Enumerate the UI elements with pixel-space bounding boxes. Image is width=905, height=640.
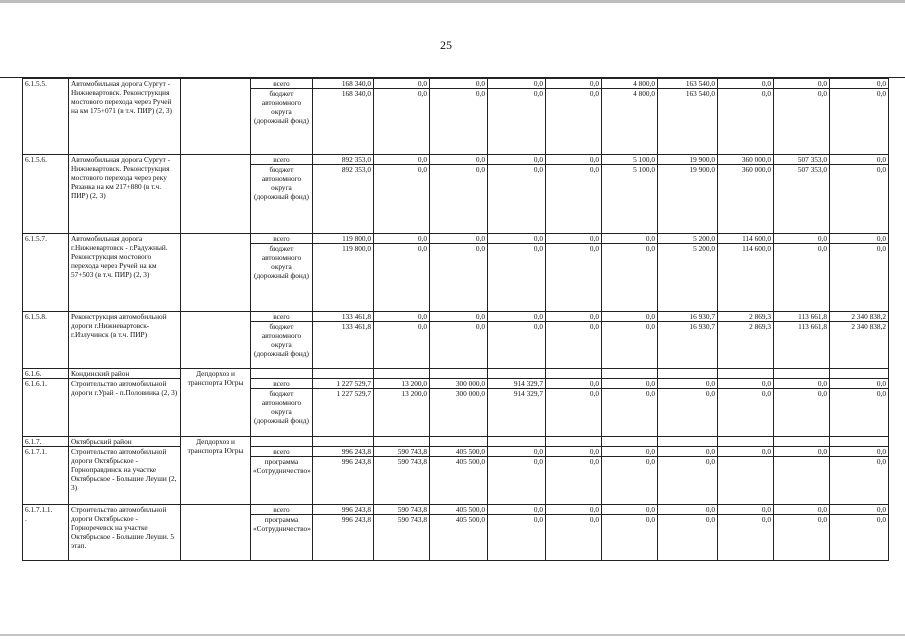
amount-value: 0,0 [774,505,829,515]
empty-cell [546,437,602,447]
amount-cell [602,155,658,234]
amount-value: 0,0 [488,312,545,322]
section-row [23,437,889,447]
amount-value: 0,0 [546,155,601,165]
amount-value: 0,0 [488,447,545,457]
amount-value: 0,0 [761,515,771,524]
amount-value: 300 000,0 [455,389,485,398]
amount-value: 0,0 [374,312,429,322]
amount-value: 0,0 [645,457,655,466]
amount-value: 0,0 [876,89,886,98]
amount-cell [658,234,718,312]
amount-value: 405 500,0 [455,457,485,466]
amount-value: 0,0 [374,79,429,89]
amount-value: 996 243,8 [341,515,371,524]
amount-value: 0,0 [774,379,829,389]
table-row [23,447,889,505]
amount-value: 0,0 [645,515,655,524]
amount-value: 0,0 [876,457,886,466]
item-name: Строительство автомобильной дороги Октябрьское - Горноречевск на участке Октябрьское - Большие Леуши. 5 этап. [69,505,181,561]
funding-source [251,79,313,155]
amount-value: 0,0 [589,389,599,398]
amount-value: 0,0 [589,89,599,98]
amount-value: 163 540,0 [658,79,717,89]
amount-value: 0,0 [602,234,657,244]
amount-cell [430,155,488,234]
amount-value: 0,0 [533,89,543,98]
section-name: Октябрьский район [69,437,181,447]
amount-value: 0,0 [546,79,601,89]
amount-value: 13 200,0 [401,389,427,398]
amount-cell [313,79,374,155]
empty-cell [430,437,488,447]
amount-value: 0,0 [417,322,427,331]
amount-cell [374,312,430,369]
amount-value: 0,0 [830,505,888,515]
amount-value: 113 661,8 [774,312,829,322]
amount-cell [830,505,889,561]
amount-cell [602,234,658,312]
amount-value: 892 353,0 [313,155,373,165]
amount-cell [374,79,430,155]
amount-value: 405 500,0 [430,505,487,515]
amount-value: 0,0 [488,505,545,515]
empty-cell [774,369,830,379]
amount-value: 590 743,8 [374,447,429,457]
amount-value: 590 743,8 [374,505,429,515]
empty-cell [718,437,774,447]
amount-cell [374,447,430,505]
amount-cell [374,234,430,312]
amount-value: 1 227 529,7 [336,389,371,398]
amount-value: 996 243,8 [341,457,371,466]
amount-value: 360 000,0 [718,155,773,165]
page-number: 25 [440,38,452,52]
amount-value: 0,0 [718,79,773,89]
amount-cell [718,505,774,561]
amount-value: 0,0 [645,244,655,253]
amount-cell [830,234,889,312]
amount-cell [374,155,430,234]
responsible-executor [181,79,251,155]
table-row [23,234,889,312]
amount-value: 19 900,0 [658,155,717,165]
amount-value: 507 353,0 [774,155,829,165]
amount-value: 405 500,0 [455,515,485,524]
amount-cell [430,447,488,505]
amount-value: 5 100,0 [602,155,657,165]
amount-value: 0,0 [488,79,545,89]
table-row [23,79,889,155]
amount-cell [774,312,830,369]
amount-value: 0,0 [602,312,657,322]
amount-cell [830,79,889,155]
amount-cell [658,505,718,561]
empty-cell [830,437,889,447]
amount-cell [488,505,546,561]
empty-cell [718,369,774,379]
table-body [23,79,889,561]
amount-cell [774,379,830,437]
amount-value: 13 200,0 [374,379,429,389]
amount-value: 0,0 [817,89,827,98]
amount-value: 300 000,0 [430,379,487,389]
amount-cell [546,505,602,561]
item-name: Реконструкция автомобильной дороги г.Нижневартовск-г.Излучинск (в т.ч. ПИР) [69,312,181,369]
amount-value: 0,0 [430,79,487,89]
responsible-executor [181,505,251,561]
table-row [23,379,889,437]
amount-value: 0,0 [876,515,886,524]
empty-cell [658,369,718,379]
amount-value: 0,0 [589,515,599,524]
amount-value: 19 900,0 [689,165,715,174]
amount-value: 0,0 [475,89,485,98]
item-code: 6.1.7.1. [23,447,69,505]
amount-value: 0,0 [374,234,429,244]
amount-cell [718,155,774,234]
amount-cell [313,312,374,369]
amount-value: 507 353,0 [797,165,827,174]
amount-value: 0,0 [658,505,717,515]
item-code: 6.1.5.8. [23,312,69,369]
amount-cell [430,379,488,437]
empty-cell [374,437,430,447]
amount-value: 0,0 [475,165,485,174]
amount-value: 0,0 [417,165,427,174]
amount-value: 0,0 [602,379,657,389]
amount-cell [313,155,374,234]
amount-cell [718,447,774,505]
empty-cell [313,369,374,379]
amount-value: 16 930,7 [658,312,717,322]
amount-value: 1 227 529,7 [313,379,373,389]
amount-value: 892 353,0 [341,165,371,174]
amount-value: 0,0 [533,515,543,524]
amount-value: 0,0 [589,322,599,331]
section-name: Кондинский район [69,369,181,379]
funding-source [251,312,313,369]
amount-value: 0,0 [705,457,715,466]
funding-source [251,155,313,234]
funding-source-label: бюджет автономного округа (дорожный фонд) [254,244,309,280]
amount-value: 163 540,0 [685,89,715,98]
amount-cell [488,447,546,505]
empty-cell [658,437,718,447]
table-row [23,505,889,561]
amount-cell [430,505,488,561]
amount-value: 0,0 [475,244,485,253]
amount-value: 168 340,0 [313,79,373,89]
empty-cell [546,369,602,379]
amount-value: 0,0 [658,447,717,457]
amount-cell [602,379,658,437]
amount-value: 0,0 [602,447,657,457]
amount-value: 2 340 838,2 [851,322,886,331]
amount-value: 0,0 [430,234,487,244]
amount-value: 0,0 [546,447,601,457]
amount-value: 0,0 [430,155,487,165]
amount-cell [830,379,889,437]
amount-value: 0,0 [658,379,717,389]
amount-value: 0,0 [761,389,771,398]
empty-cell [488,437,546,447]
amount-cell [374,505,430,561]
amount-value: 0,0 [645,322,655,331]
amount-value: 4 800,0 [633,89,655,98]
funding-source-label: всего [251,79,312,89]
empty-cell [830,369,889,379]
amount-value: 0,0 [417,244,427,253]
amount-cell [488,234,546,312]
amount-cell [546,447,602,505]
amount-value: 996 243,8 [313,505,373,515]
item-code: 6.1.6.1. [23,379,69,437]
empty-cell [602,369,658,379]
amount-value: 0,0 [830,234,888,244]
amount-cell [430,79,488,155]
amount-value: 0,0 [830,447,888,457]
section-row [23,369,889,379]
amount-value: 0,0 [546,505,601,515]
funding-source-label: программа «Сотрудничество» [253,457,311,475]
amount-value: 5 100,0 [633,165,655,174]
amount-cell [546,155,602,234]
amount-value: 0,0 [705,515,715,524]
amount-value: 0,0 [475,322,485,331]
funding-source-label: бюджет автономного округа (дорожный фонд) [254,322,309,358]
amount-value: 0,0 [602,505,657,515]
amount-value: 0,0 [589,244,599,253]
amount-cell [488,312,546,369]
amount-value: 0,0 [817,515,827,524]
responsible-executor: Депдорхоз и транспорта Югры [181,369,251,437]
amount-value: 590 743,8 [397,515,427,524]
amount-cell [658,447,718,505]
item-name: Автомобильная дорога Сургут - Нижневартовск. Реконструкция мостового перехода через реку Рязанка на км 217+880 (в т.ч. ПИР) (2, 3) [69,155,181,234]
amount-cell [488,155,546,234]
amount-cell [774,234,830,312]
section-code: 6.1.6. [23,369,69,379]
amount-value: 113 661,8 [798,322,827,331]
amount-value: 0,0 [817,244,827,253]
amount-value: 590 743,8 [397,457,427,466]
scan-edge-bottom [0,634,905,636]
amount-value: 119 800,0 [342,244,371,253]
amount-cell [830,447,889,505]
empty-cell [774,437,830,447]
amount-value: 133 461,8 [313,312,373,322]
amount-value: 0,0 [533,457,543,466]
amount-value: 0,0 [705,389,715,398]
funding-source-label: бюджет автономного округа (дорожный фонд) [254,89,309,125]
amount-value: 0,0 [876,244,886,253]
amount-cell [718,312,774,369]
table-row [23,155,889,234]
item-code: 6.1.7.1.1. . [23,505,69,561]
funding-source [251,234,313,312]
amount-cell [658,155,718,234]
item-name: Строительство автомобильной дороги Октябрьское - Горноправдинск на участке Октябрьское - Большие Леуши (2, 3) [69,447,181,505]
empty-cell [488,369,546,379]
amount-value: 114 600,0 [718,234,773,244]
empty-cell [430,369,488,379]
amount-value: 0,0 [830,379,888,389]
amount-value: 0,0 [830,79,888,89]
amount-value: 4 800,0 [602,79,657,89]
amount-value: 114 600,0 [742,244,771,253]
funding-source-label: бюджет автономного округа (дорожный фонд) [254,389,309,425]
amount-cell [774,79,830,155]
amount-value: 0,0 [774,79,829,89]
funding-source [251,379,313,437]
amount-value: 0,0 [718,505,773,515]
scan-edge-top [0,0,905,3]
amount-value: 2 869,3 [749,322,771,331]
amount-cell [602,312,658,369]
amount-cell [313,505,374,561]
amount-cell [488,379,546,437]
amount-cell [546,312,602,369]
empty-cell [313,437,374,447]
amount-cell [718,79,774,155]
item-code: 6.1.5.6. [23,155,69,234]
funding-source-label: всего [251,447,312,457]
amount-value: 0,0 [488,234,545,244]
funding-source-label: всего [251,155,312,165]
amount-value: 0,0 [589,457,599,466]
amount-value: 2 340 838,2 [830,312,888,322]
funding-source-label: бюджет автономного округа (дорожный фонд) [254,165,309,201]
amount-cell [774,447,830,505]
amount-value: 2 869,3 [718,312,773,322]
amount-cell [602,447,658,505]
amount-cell [602,79,658,155]
item-name: Строительство автомобильной дороги г.Урай - п.Половинка (2, 3) [69,379,181,437]
empty-cell [251,437,313,447]
amount-cell [546,234,602,312]
amount-value: 0,0 [645,389,655,398]
amount-value: 405 500,0 [430,447,487,457]
amount-value: 0,0 [417,89,427,98]
amount-value: 5 200,0 [693,244,715,253]
funding-source-label: всего [251,234,312,244]
amount-value: 0,0 [488,155,545,165]
amount-cell [313,379,374,437]
amount-value: 0,0 [830,155,888,165]
amount-value: 0,0 [546,312,601,322]
amount-value: 0,0 [546,234,601,244]
amount-cell [774,155,830,234]
amount-cell [546,79,602,155]
amount-value: 0,0 [774,447,829,457]
amount-cell [658,379,718,437]
item-code: 6.1.5.7. [23,234,69,312]
amount-value: 0,0 [589,165,599,174]
amount-cell [602,505,658,561]
amount-value: 0,0 [876,389,886,398]
amount-cell [313,234,374,312]
funding-source-label: всего [251,505,312,515]
funding-source [251,505,313,561]
amount-value: 119 800,0 [313,234,373,244]
amount-value: 168 340,0 [341,89,371,98]
responsible-executor: Депдорхоз и транспорта Югры [181,437,251,505]
amount-cell [546,379,602,437]
funding-source [251,447,313,505]
amount-value: 914 329,7 [488,379,545,389]
funding-source-label: всего [251,312,312,322]
amount-value: 0,0 [374,155,429,165]
amount-cell [374,379,430,437]
item-code: 6.1.5.5. [23,79,69,155]
amount-value: 16 930,7 [689,322,715,331]
amount-value: 914 329,7 [513,389,543,398]
amount-value: 0,0 [817,389,827,398]
amount-value: 0,0 [774,234,829,244]
amount-cell [430,312,488,369]
amount-value: 0,0 [718,379,773,389]
amount-value: 0,0 [761,89,771,98]
amount-value: 0,0 [533,322,543,331]
amount-cell [313,447,374,505]
responsible-executor [181,312,251,369]
empty-cell [602,437,658,447]
financing-table [22,78,889,561]
amount-cell [430,234,488,312]
amount-cell [658,79,718,155]
amount-value: 0,0 [533,165,543,174]
amount-cell [718,234,774,312]
responsible-executor [181,155,251,234]
amount-value: 0,0 [533,244,543,253]
empty-cell [374,369,430,379]
amount-cell [830,312,889,369]
amount-value: 0,0 [876,165,886,174]
funding-source-label: всего [251,379,312,389]
empty-cell [251,369,313,379]
amount-cell [658,312,718,369]
amount-value: 0,0 [718,447,773,457]
amount-value: 996 243,8 [313,447,373,457]
amount-cell [718,379,774,437]
amount-cell [774,505,830,561]
responsible-executor [181,234,251,312]
amount-value: 360 000,0 [741,165,771,174]
section-code: 6.1.7. [23,437,69,447]
amount-value: 0,0 [430,312,487,322]
item-name: Автомобильная дорога Сургут - Нижневартовск. Реконструкция мостового перехода через Ручей на км 175+071 (в т.ч. ПИР) (2, 3) [69,79,181,155]
amount-cell [830,155,889,234]
amount-value: 133 461,8 [341,322,371,331]
funding-source-label: программа «Сотрудничество» [253,515,311,533]
amount-value: 0,0 [546,379,601,389]
amount-cell [488,79,546,155]
item-name: Автомобильная дорога г.Нижневартовск - г.Радужный. Реконструкция мостового перехода через Ручей на км 57+503 (в т.ч. ПИР) (2, 3) [69,234,181,312]
amount-value: 5 200,0 [658,234,717,244]
table-row [23,312,889,369]
